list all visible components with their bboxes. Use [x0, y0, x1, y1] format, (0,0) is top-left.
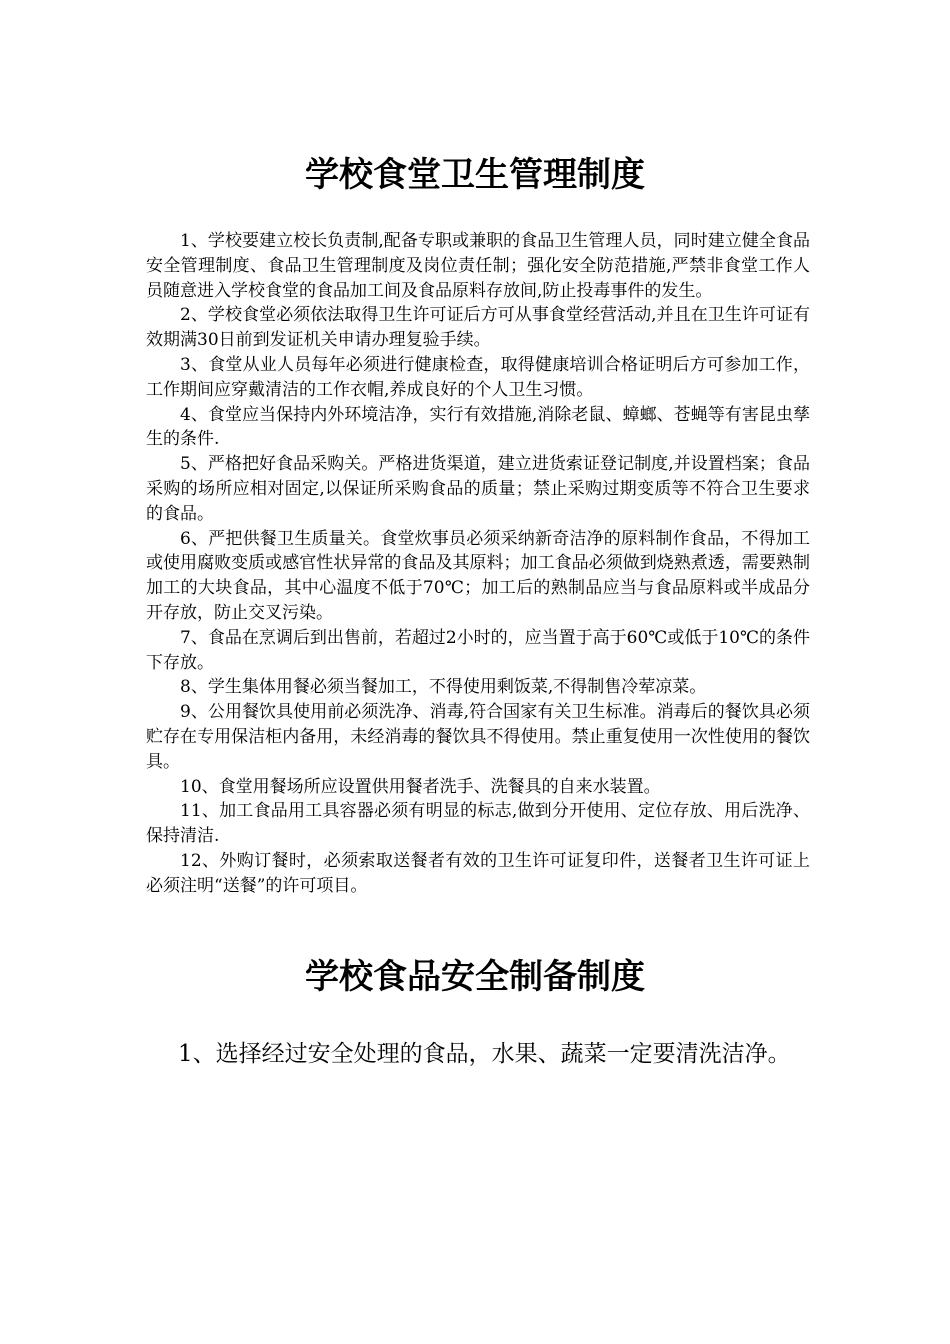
rule-item: 1、学校要建立校长负责制,配备专职或兼职的食品卫生管理人员，同时建立健全食品安全管理制度、食品卫生管理制度及岗位责任制；强化安全防范措施,严禁非食堂工作人员随意进入学校食堂的食品加工间及食品原料存放间,防止投毒事件的发生。 — [146, 231, 810, 301]
rule-item: 1、选择经过安全处理的食品，水果、蔬菜一定要清洗洁净。 — [178, 1041, 791, 1067]
rule-item: 10、食堂用餐场所应设置供用餐者洗手、洗餐具的自来水装置。 — [180, 776, 661, 797]
canteen-hygiene-rules — [146, 229, 810, 899]
rule-item: 9、公用餐饮具使用前必须洗净、消毒,符合国家有关卫生标准。消毒后的餐饮具必须贮存在专用保洁柜内备用，未经消毒的餐饮具不得使用。禁止重复使用一次性使用的餐饮具。 — [146, 702, 810, 772]
page-title: 学校食堂卫生管理制度 — [305, 155, 645, 195]
rule-item: 7、食品在烹调后到出售前，若超过2小时的，应当置于高于60℃或低于10℃的条件下存放。 — [146, 627, 810, 673]
rule-item: 4、食堂应当保持内外环境洁净，实行有效措施,消除老鼠、蟑螂、苍蝇等有害昆虫孳生的条件. — [146, 404, 810, 450]
food-preparation-rules — [178, 1030, 808, 1078]
rule-item: 6、严把供餐卫生质量关。食堂炊事员必须采纳新奇洁净的原料制作食品，不得加工或使用腐败变质或感官性状异常的食品及其原料；加工食品必须做到烧熟煮透，需要熟制加工的大块食品，其中心温度不低于70℃；加工后的熟制品应当与食品原料或半成品分开存放，防止交叉污染。 — [146, 528, 810, 623]
section-title: 学校食品安全制备制度 — [305, 957, 645, 997]
rule-item: 2、学校食堂必须依法取得卫生许可证后方可从事食堂经营活动,并且在卫生许可证有效期满30日前到发证机关申请办理复验手续。 — [146, 305, 810, 351]
rule-item: 11、加工食品用工具容器必须有明显的标志,做到分开使用、定位存放、用后洗净、保持清洁. — [146, 801, 810, 847]
rule-item: 5、严格把好食品采购关。严格进货渠道，建立进货索证登记制度,并设置档案；食品采购的场所应相对固定,以保证所采购食品的质量；禁止采购过期变质等不符合卫生要求的食品。 — [146, 454, 810, 524]
rule-item: 3、食堂从业人员每年必须进行健康检查，取得健康培训合格证明后方可参加工作，工作期间应穿戴清洁的工作衣帽,养成良好的个人卫生习惯。 — [146, 354, 810, 400]
rule-item: 12、外购订餐时，必须索取送餐者有效的卫生许可证复印件，送餐者卫生许可证上必须注明“送餐”的许可项目。 — [146, 850, 810, 896]
rule-item: 8、学生集体用餐必须当餐加工，不得使用剩饭菜,不得制售冷荤凉菜。 — [180, 677, 707, 698]
